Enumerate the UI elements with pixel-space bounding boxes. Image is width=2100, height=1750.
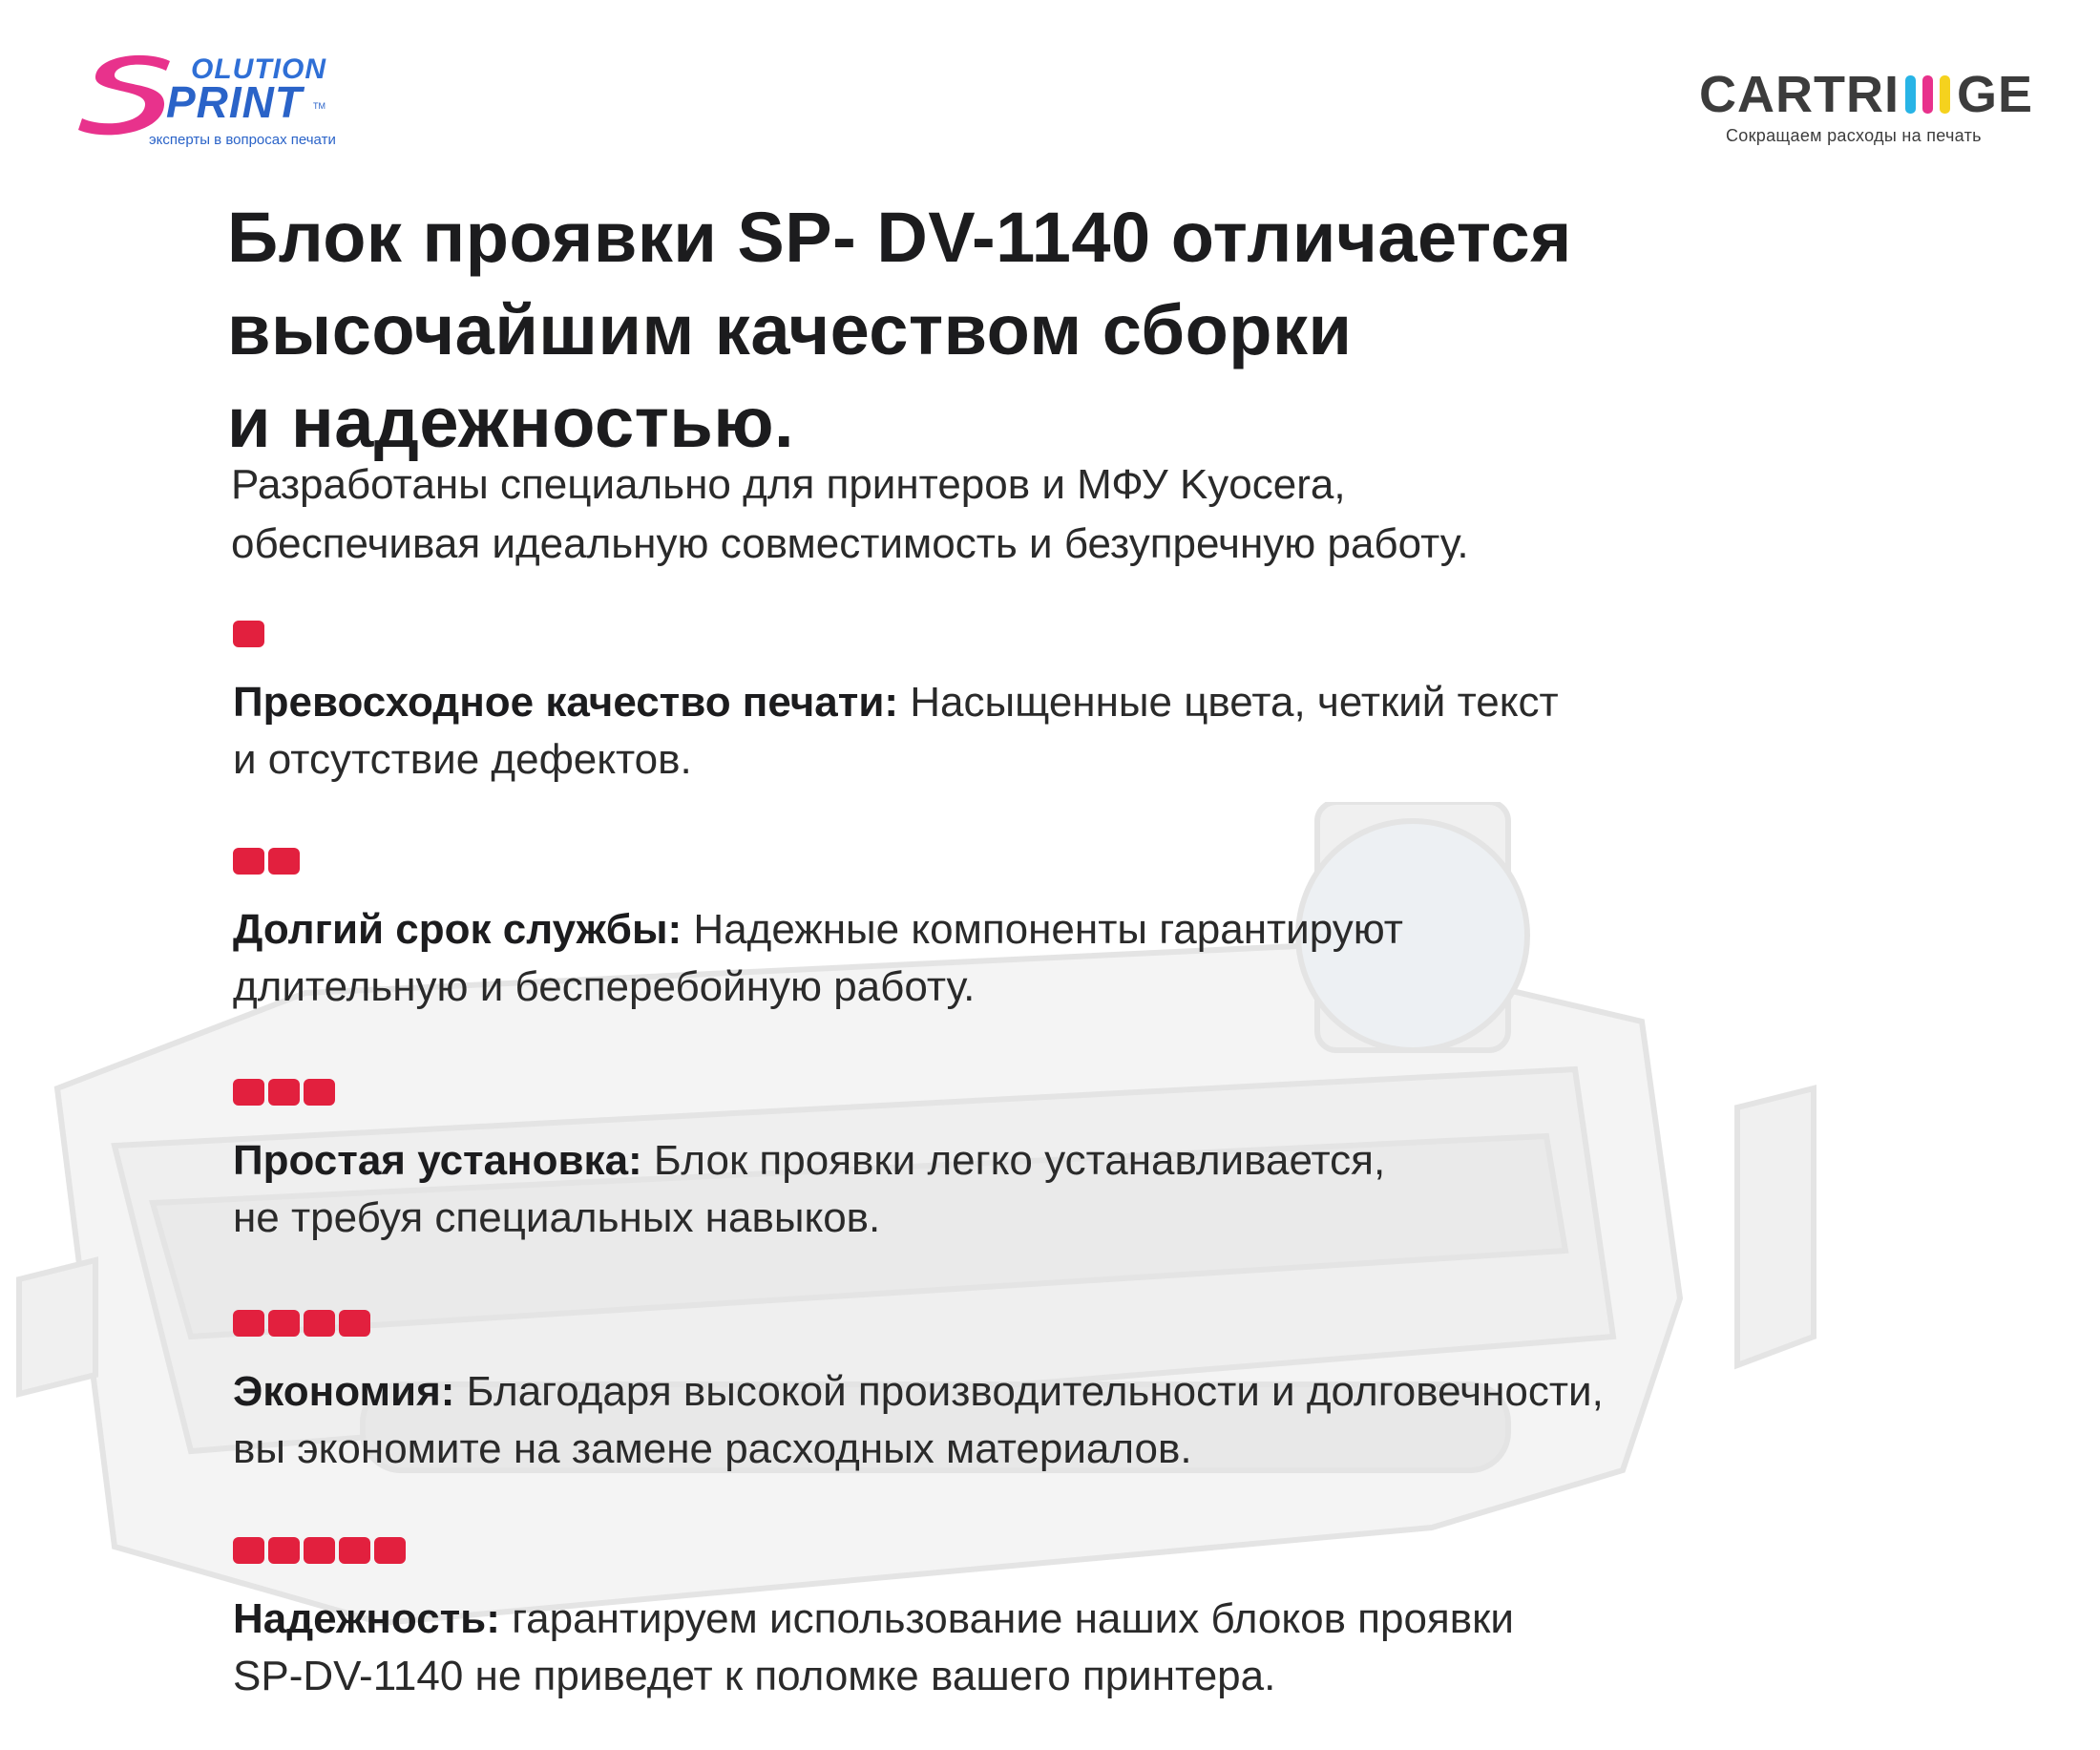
feature-description-line2: не требуя специальных навыков.: [233, 1194, 881, 1241]
logo-right-tagline: Сокращаем расходы на печать: [1726, 126, 1982, 145]
logo-word-print: PRINT: [166, 77, 303, 127]
red-marker-icon: [268, 1310, 300, 1337]
feature-markers: [233, 621, 1951, 647]
red-marker-icon: [374, 1537, 406, 1564]
red-marker-icon: [339, 1310, 370, 1337]
feature-description: Надежные компоненты гарантируют: [682, 906, 1403, 953]
feature-markers: [233, 1079, 1951, 1106]
red-marker-icon: [339, 1537, 370, 1564]
feature-reliability: [233, 1537, 1951, 1705]
logo-word-start: CARTRI: [1699, 66, 1900, 123]
logo-word-solution: OLUTION: [191, 53, 326, 85]
red-marker-icon: [304, 1079, 335, 1106]
title-line: и надежностью.: [227, 383, 795, 462]
feature-description-line2: SP-DV-1140 не приведет к поломке вашего принтера.: [233, 1653, 1276, 1699]
feature-economy: [233, 1310, 1951, 1478]
feature-label: Превосходное качество печати:: [233, 679, 899, 726]
feature-description: Блок проявки легко устанавливается,: [641, 1137, 1386, 1184]
feature-markers: [233, 1537, 1951, 1564]
feature-markers: [233, 1310, 1951, 1337]
feature-description-line2: длительную и бесперебойную работу.: [233, 963, 976, 1010]
feature-label: Экономия:: [233, 1368, 455, 1415]
red-marker-icon: [268, 1537, 300, 1564]
logo-trademark: TM: [313, 101, 326, 111]
feature-description: Благодаря высокой производительности и долговечности,: [454, 1368, 1604, 1415]
red-marker-icon: [233, 1537, 264, 1564]
feature-label: Простая установка:: [233, 1137, 642, 1184]
logo-word-end: GE: [1956, 66, 2034, 123]
red-marker-icon: [268, 1079, 300, 1106]
intro-line: Разработаны специально для принтеров и МФУ Kyocera,: [231, 461, 1346, 508]
red-marker-icon: [304, 1537, 335, 1564]
logo-left-tagline: эксперты в вопросах печати: [149, 132, 336, 148]
red-marker-icon: [233, 1310, 264, 1337]
feature-description-line2: вы экономите на замене расходных материалов.: [233, 1425, 1192, 1472]
red-marker-icon: [304, 1310, 335, 1337]
red-marker-icon: [233, 848, 264, 875]
feature-print-quality: [233, 621, 1951, 789]
feature-label: Долгий срок службы:: [233, 906, 682, 953]
feature-easy-install: [233, 1079, 1951, 1247]
intro-line: обеспечивая идеальную совместимость и безупречную работу.: [231, 520, 1469, 567]
feature-description-line2: и отсутствие дефектов.: [233, 736, 692, 783]
intro-paragraph: [231, 455, 1949, 574]
red-marker-icon: [233, 1079, 264, 1106]
red-marker-icon: [233, 621, 264, 647]
red-marker-icon: [268, 848, 300, 875]
page-title: [227, 191, 1850, 469]
title-line: Блок проявки SP- DV-1140 отличается: [227, 198, 1572, 277]
feature-markers: [233, 848, 1951, 875]
feature-description: гарантируем использование наших блоков проявки: [499, 1595, 1514, 1642]
feature-label: Надежность:: [233, 1595, 500, 1642]
feature-description: Насыщенные цвета, четкий текст: [898, 679, 1559, 726]
feature-long-life: [233, 848, 1951, 1016]
title-line: высочайшим качеством сборки: [227, 290, 1353, 369]
